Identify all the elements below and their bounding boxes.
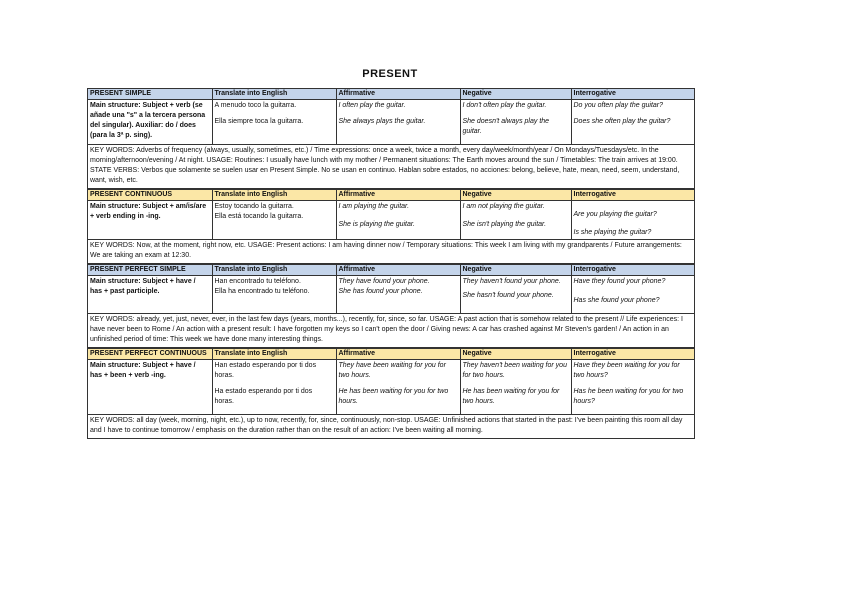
page-title: PRESENT bbox=[362, 68, 418, 80]
example-text: Ha estado esperando por ti dos horas. bbox=[214, 388, 313, 405]
column-header-translate: Translate into English bbox=[212, 348, 336, 360]
table-row bbox=[88, 201, 694, 240]
table-row bbox=[88, 100, 694, 145]
keywords-row bbox=[88, 240, 694, 265]
example-text: Have they been waiting for you for two hours? bbox=[573, 362, 680, 379]
column-header-interrogative: Interrogative bbox=[571, 348, 694, 360]
translate-cell bbox=[212, 100, 336, 145]
example-text: She always plays the guitar. bbox=[338, 118, 426, 125]
example-text: She is playing the guitar. bbox=[338, 221, 415, 228]
section-header-present-perfect-simple bbox=[88, 264, 694, 276]
example-text: He has been waiting for you for two hours. bbox=[462, 388, 560, 405]
section-title: PRESENT CONTINUOUS bbox=[88, 189, 212, 201]
example-text: Ella siempre toca la guitarra. bbox=[214, 118, 304, 125]
example-text: Does she often play the guitar? bbox=[573, 118, 671, 125]
example-text: Do you often play the guitar? bbox=[573, 102, 664, 109]
column-header-affirmative: Affirmative bbox=[336, 264, 460, 276]
column-header-negative: Negative bbox=[460, 189, 571, 201]
tense-table bbox=[88, 89, 694, 438]
example-text: They have found your phone. bbox=[338, 278, 430, 285]
example-text: They haven't been waiting for you for two hours. bbox=[462, 362, 567, 379]
structure-cell: Main structure: Subject + am/is/are + verb ending in -ing. bbox=[90, 203, 207, 220]
structure-cell: Main structure: Subject + have / has + been + verb -ing. bbox=[90, 362, 196, 379]
grammar-table bbox=[87, 88, 695, 439]
example-text: I often play the guitar. bbox=[338, 102, 406, 109]
example-text: They have been waiting for you for two hours. bbox=[338, 362, 446, 379]
column-header-translate: Translate into English bbox=[212, 89, 336, 100]
example-text: I am playing the guitar. bbox=[338, 203, 410, 210]
table-row bbox=[88, 360, 694, 415]
section-header-present-simple bbox=[88, 89, 694, 100]
section-header-present-perfect-continuous bbox=[88, 348, 694, 360]
negative-cell bbox=[460, 360, 571, 415]
table-row bbox=[88, 276, 694, 314]
example-text: I am not playing the guitar. bbox=[462, 203, 545, 210]
interrogative-cell bbox=[571, 100, 694, 145]
column-header-affirmative: Affirmative bbox=[336, 89, 460, 100]
keywords-row bbox=[88, 145, 694, 190]
example-text: Are you playing the guitar? bbox=[573, 211, 657, 218]
translate-cell bbox=[212, 360, 336, 415]
example-text: Have they found your phone? bbox=[573, 278, 666, 285]
column-header-negative: Negative bbox=[460, 264, 571, 276]
interrogative-cell bbox=[571, 276, 694, 314]
example-text: Has she found your phone? bbox=[573, 297, 660, 304]
keywords-text: KEY WORDS: Adverbs of frequency (always, usually, sometimes, etc.) / Time expressions: once a week, twice a month, every day/week/month/year / On Mondays/Tuesdays/etc. In the morning/afternoon/evening / At night. USAGE: Routines: I usually have lunch with my mother / Permanent situations: The Earth moves around the sun / Timetables: The train arrives at 19:00. STATE VERBS: Verbos que solamente se suelen usar en Present Simple. No se usan en continuo. Hablan sobre estados, no acciones: belong, believe, hate, mean, need, seem, understand, want, wish, etc. bbox=[88, 145, 694, 190]
example-text: Han encontrado tu teléfono. bbox=[214, 278, 301, 285]
affirmative-cell bbox=[336, 100, 460, 145]
section-title: PRESENT PERFECT SIMPLE bbox=[88, 264, 212, 276]
example-text: Has he been waiting for you for two hours? bbox=[573, 388, 684, 405]
example-text: A menudo toco la guitarra. bbox=[214, 102, 297, 109]
negative-cell bbox=[460, 276, 571, 314]
example-text: She isn't playing the guitar. bbox=[462, 221, 547, 228]
column-header-interrogative: Interrogative bbox=[571, 89, 694, 100]
example-text: Han estado esperando por ti dos horas. bbox=[214, 362, 317, 379]
affirmative-cell bbox=[336, 276, 460, 314]
keywords-row bbox=[88, 314, 694, 349]
section-title: PRESENT PERFECT CONTINUOUS bbox=[88, 348, 212, 360]
structure-cell: Main structure: Subject + verb (se añade una "s" a la tercera persona del singular). Auxiliar: do / does (para la 3ª p. sing). bbox=[90, 102, 206, 139]
column-header-affirmative: Affirmative bbox=[336, 348, 460, 360]
example-text: They haven't found your phone. bbox=[462, 278, 561, 285]
example-text: Ella está tocando la guitarra. bbox=[214, 213, 304, 220]
example-text: She doesn't always play the guitar. bbox=[462, 118, 550, 135]
column-header-interrogative: Interrogative bbox=[571, 189, 694, 201]
interrogative-cell bbox=[571, 201, 694, 240]
column-header-translate: Translate into English bbox=[212, 264, 336, 276]
affirmative-cell bbox=[336, 201, 460, 240]
example-text: She hasn't found your phone. bbox=[462, 292, 554, 299]
keywords-row bbox=[88, 415, 694, 439]
example-text: Ella ha encontrado tu teléfono. bbox=[214, 288, 310, 295]
column-header-negative: Negative bbox=[460, 89, 571, 100]
example-text: He has been waiting for you for two hours. bbox=[338, 388, 449, 405]
interrogative-cell bbox=[571, 360, 694, 415]
column-header-translate: Translate into English bbox=[212, 189, 336, 201]
column-header-interrogative: Interrogative bbox=[571, 264, 694, 276]
section-header-present-continuous bbox=[88, 189, 694, 201]
negative-cell bbox=[460, 201, 571, 240]
keywords-text: KEY WORDS: all day (week, morning, night, etc.), up to now, recently, for, since, continuously, non-stop. USAGE: Unfinished actions that started in the past: I've been painting this room all day and I have to continue tomorrow / emphasis on the duration rather than on the result of an action: I've been waiting all morning. bbox=[88, 415, 694, 439]
keywords-text: KEY WORDS: Now, at the moment, right now, etc. USAGE: Present actions: I am having dinner now / Temporary situations: This week I am living with my grandparents / Future arrangements: We are taking an exam at 12:30. bbox=[88, 240, 694, 265]
column-header-affirmative: Affirmative bbox=[336, 189, 460, 201]
keywords-text: KEY WORDS: already, yet, just, never, ever, in the last few days (years, months...), recently, for, since, so far. USAGE: A past action that is somehow related to the present // Life experiences: I have never been to Rome / An action with a present result: I have forgotten my keys so I can't open the door / Giving news: A car has crashed against Mr Steven's garden! / An action in an unfinished period of time: This week we have done many interesting things. bbox=[88, 314, 694, 349]
translate-cell bbox=[212, 201, 336, 240]
translate-cell bbox=[212, 276, 336, 314]
example-text: Estoy tocando la guitarra. bbox=[214, 203, 294, 210]
column-header-negative: Negative bbox=[460, 348, 571, 360]
example-text: Is she playing the guitar? bbox=[573, 229, 652, 236]
example-text: She has found your phone. bbox=[338, 288, 423, 295]
structure-cell: Main structure: Subject + have / has + past participle. bbox=[90, 278, 196, 295]
example-text: I don't often play the guitar. bbox=[462, 102, 547, 109]
section-title: PRESENT SIMPLE bbox=[88, 89, 212, 100]
negative-cell bbox=[460, 100, 571, 145]
affirmative-cell bbox=[336, 360, 460, 415]
